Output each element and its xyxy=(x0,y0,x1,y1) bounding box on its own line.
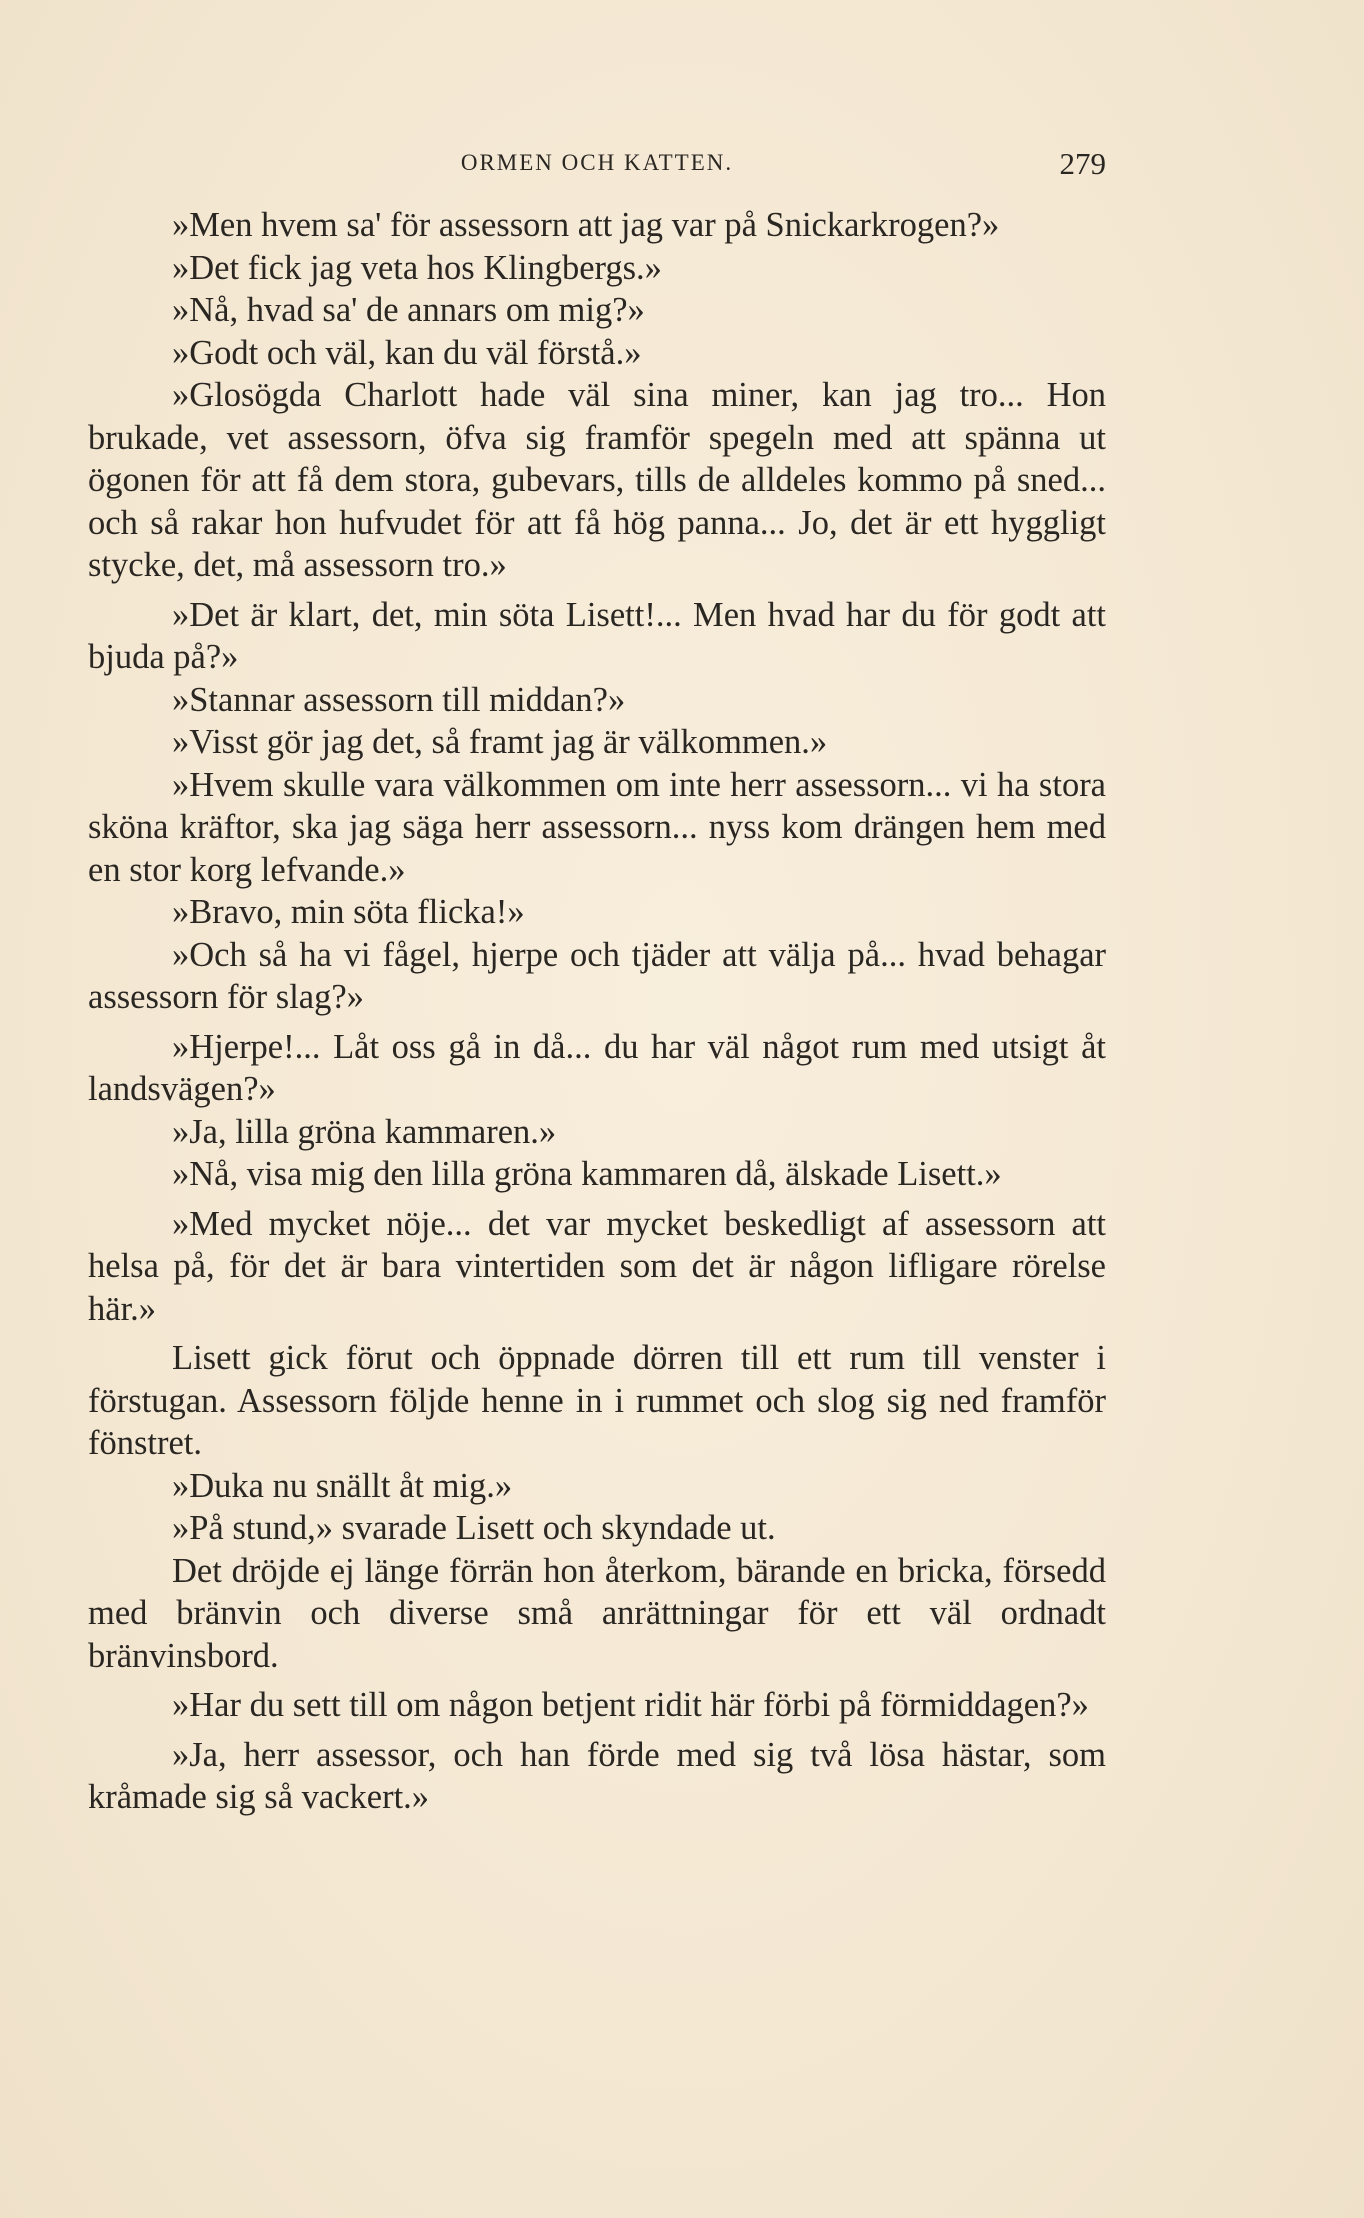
paragraph: Det dröjde ej länge förrän hon återkom, bärande en bricka, försedd med bränvin och diverse små anrättningar för ett väl ordnadt bränvinsbord. xyxy=(88,1551,1106,1675)
paragraph: »Och så ha vi fågel, hjerpe och tjäder att välja på... hvad behagar assessorn för slag?» xyxy=(88,935,1106,1016)
paragraph: »Hvem skulle vara välkommen om inte herr assessorn... vi ha stora sköna kräftor, ska jag säga herr assessorn... nyss kom drängen hem med en stor korg lefvande.» xyxy=(88,765,1106,889)
paragraph: »Godt och väl, kan du väl förstå.» xyxy=(172,333,642,372)
running-title: ORMEN OCH KATTEN. xyxy=(460,150,734,175)
paragraph: »Med mycket nöje... det var mycket beskedligt af assessorn att helsa på, för det är bara vintertiden som det är någon lifligare rörelse här.» xyxy=(88,1204,1106,1328)
paragraph: »Duka nu snällt åt mig.» xyxy=(172,1466,513,1505)
paragraph: »Men hvem sa' för assessorn att jag var på Snickarkrogen?» xyxy=(172,206,1000,244)
page-number: 279 xyxy=(1059,146,1106,181)
paragraph: »Nå, hvad sa' de annars om mig?» xyxy=(172,291,645,329)
page-header xyxy=(88,146,1106,186)
paragraph: »Glosögda Charlott hade väl sina miner, kan jag tro... Hon brukade, vet assessorn, öfva sig framför spegeln med att spänna ut ögonen för att få dem stora, gubevars, tills de alldeles kommo på sned... och så rakar hon hufvudet för att få hög panna... Jo, det är ett hyggligt stycke, det, må assessorn tro.» xyxy=(88,376,1106,584)
paragraph: »På stund,» svarade Lisett och skyndade ut. xyxy=(172,1509,776,1547)
paragraph: Lisett gick förut och öppnade dörren till ett rum till venster i förstugan. Assessorn följde henne in i rummet och slog sig ned framför fönstret. xyxy=(88,1339,1106,1462)
paragraph: »Har du sett till om någon betjent ridit här förbi på förmiddagen?» xyxy=(172,1686,1089,1724)
paragraph: »Stannar assessorn till middan?» xyxy=(172,680,626,719)
paragraph: »Det fick jag veta hos Klingbergs.» xyxy=(172,248,662,287)
paragraph: »Hjerpe!... Låt oss gå in då... du har väl något rum med utsigt åt landsvägen?» xyxy=(88,1027,1106,1108)
paragraph: »Nå, visa mig den lilla gröna kammaren då, älskade Lisett.» xyxy=(172,1155,1002,1193)
paragraph: »Det är klart, det, min söta Lisett!... Men hvad har du för godt att bjuda på?» xyxy=(88,595,1106,676)
paragraph: »Bravo, min söta flicka!» xyxy=(172,893,525,931)
paragraph: »Ja, lilla gröna kammaren.» xyxy=(172,1112,557,1151)
body-text xyxy=(88,204,1106,1819)
paragraph: »Ja, herr assessor, och han förde med sig två lösa hästar, som kråmade sig så vackert.» xyxy=(88,1735,1106,1816)
paragraph: »Visst gör jag det, så framt jag är välkommen.» xyxy=(172,723,828,761)
